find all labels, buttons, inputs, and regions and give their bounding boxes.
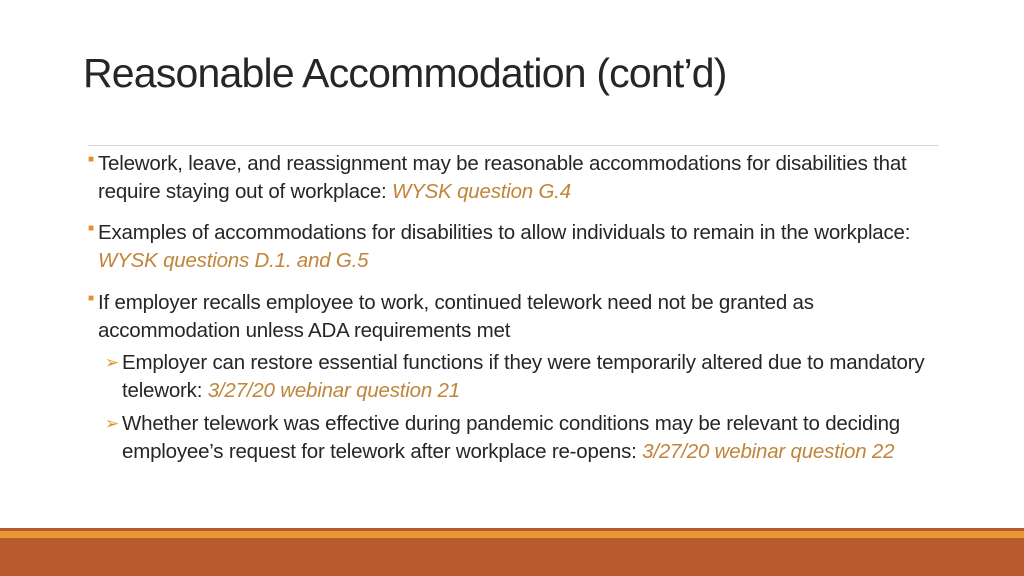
reference-wysk-g4: WYSK question G.4 [392,180,571,203]
reference-webinar-q21: 3/27/20 webinar question 21 [207,379,460,402]
bullet-text: If employer recalls employee to work, continued telework need not be granted as accommodation unless ADA requirements met [98,291,814,342]
footer-accent-stripe [0,531,1024,538]
title-divider [88,145,938,146]
sub-bullet-restore-essential-functions [88,349,948,405]
bullet-telework-leave-reassignment [88,150,948,206]
bullet-text: Telework, leave, and reassignment may be reasonable accommodations for disabilities that require staying out of workplace: [98,152,907,203]
arrow-bullet-icon: ➢ [105,353,120,372]
slide-title: Reasonable Accommodation (cont’d) [83,50,727,96]
sub-bullet-text: Whether telework was effective during pandemic conditions may be relevant to deciding employee’s request for telework after workplace re-opens: [122,412,900,463]
square-bullet-icon: ■ [88,223,94,234]
square-bullet-icon: ■ [88,293,94,304]
bullet-text: Examples of accommodations for disabilities to allow individuals to remain in the workplace: [98,221,911,244]
slide-body [88,150,948,466]
reference-webinar-q22: 3/27/20 webinar question 22 [642,440,895,463]
sub-bullet-telework-effectiveness [88,410,948,466]
arrow-bullet-icon: ➢ [105,414,120,433]
reference-wysk-d1-g5: WYSK questions D.1. and G.5 [98,249,369,272]
bullet-employer-recall [88,289,948,345]
square-bullet-icon: ■ [88,154,94,165]
bullet-examples-accommodations [88,219,948,275]
sub-bullet-text: Employer can restore essential functions if they were temporarily altered due to mandatory telework: [122,351,925,402]
